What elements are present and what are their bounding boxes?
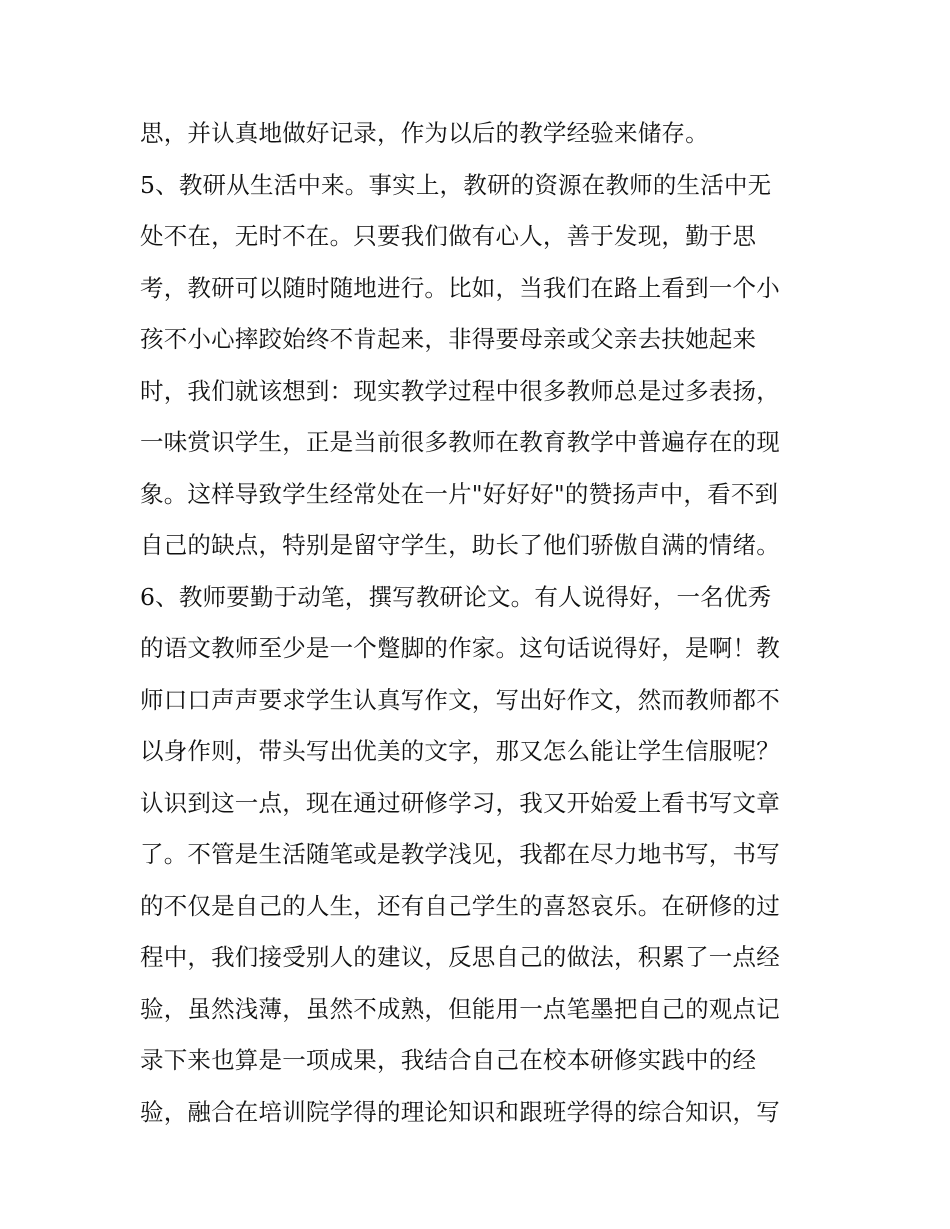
text-line: 处不在，无时不在。只要我们做有心人，善于发现，勤于思 [140, 222, 757, 250]
text-line: 一味赏识学生，正是当前很多教师在教育教学中普遍存在的现 [140, 428, 780, 456]
text-line: 时，我们就该想到：现实教学过程中很多教师总是过多表扬， [140, 376, 780, 405]
text-line: 程中，我们接受别人的建议，反思自己的做法，积累了一点经 [140, 943, 780, 971]
text-line: 师口口声声要求学生认真写作文，写出好作文，然而教师都不 [140, 685, 780, 714]
text-line: 了。不管是生活随笔或是教学浅见，我都在尽力地书写，书写 [140, 840, 780, 868]
text-line: 的语文教师至少是一个蹩脚的作家。这句话说得好，是啊！教 [140, 634, 780, 662]
text-line: 5、教研从生活中来。事实上，教研的资源在教师的生活中无 [140, 170, 772, 199]
text-line: 象。这样导致学生经常处在一片"好好好"的赞扬声中，看不到 [140, 479, 779, 508]
text-line: 考，教研可以随时随地进行。比如，当我们在路上看到一个小 [140, 273, 780, 302]
text-line: 以身作则，带头写出优美的文字，那又怎么能让学生信服呢？ [140, 737, 780, 765]
text-line: 孩不小心摔跤始终不肯起来，非得要母亲或父亲去扶她起来 [140, 325, 757, 353]
text-line: 验，虽然浅薄，虽然不成熟，但能用一点笔墨把自己的观点记 [140, 994, 780, 1023]
body-text [140, 108, 820, 1138]
text-line: 认识到这一点，现在通过研修学习，我又开始爱上看书写文章 [140, 788, 780, 817]
text-line: 6、教师要勤于动笔，撰写教研论文。有人说得好，一名优秀 [140, 582, 772, 611]
text-line: 思，并认真地做好记录，作为以后的教学经验来储存。 [140, 119, 709, 147]
text-line: 自己的缺点，特别是留守学生，助长了他们骄傲自满的情绪。 [140, 531, 780, 559]
text-line: 验，融合在培训院学得的理论知识和跟班学得的综合知识，写 [140, 1097, 780, 1126]
text-line: 的不仅是自己的人生，还有自己学生的喜怒哀乐。在研修的过 [140, 891, 780, 920]
text-line: 录下来也算是一项成果，我结合自己在校本研修实践中的经 [140, 1046, 757, 1074]
